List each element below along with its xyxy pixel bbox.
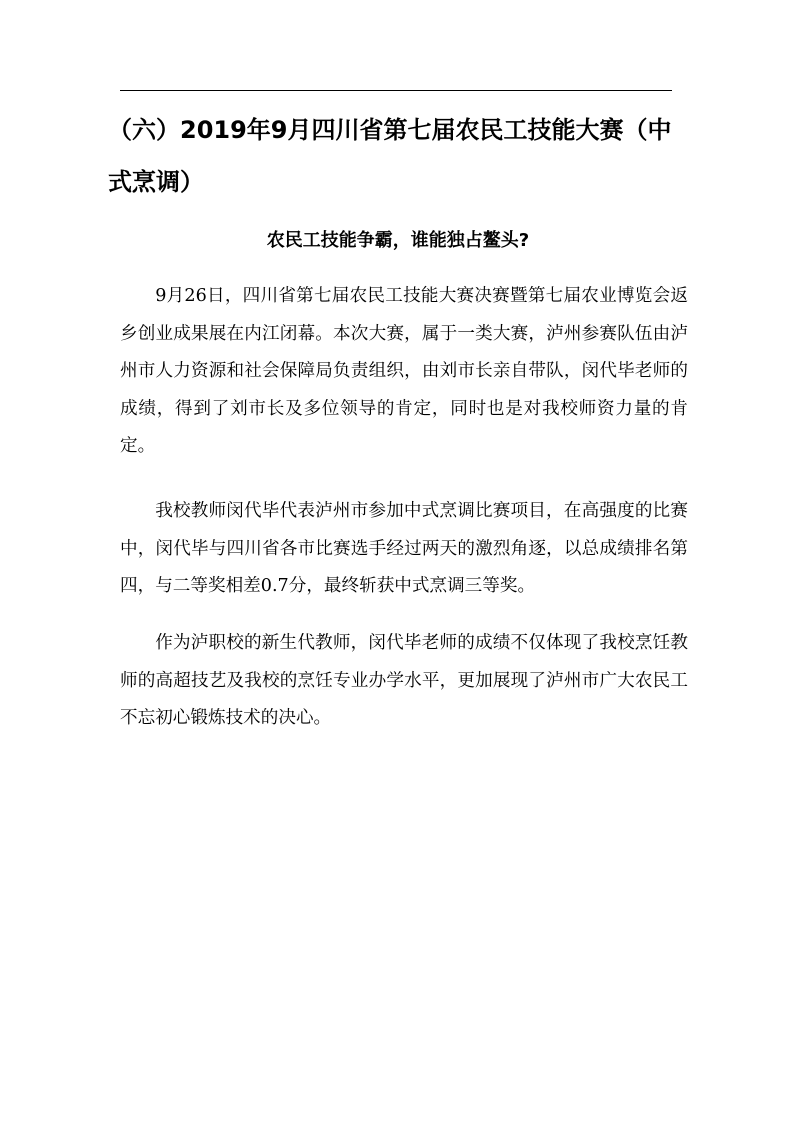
paragraph-2: 我校教师闵代毕代表泸州市参加中式烹调比赛项目，在高强度的比赛中，闵代毕与四川省各市比赛选手经过两天的激烈角逐，以总成绩排名第四，与二等奖相差0.7分，最终斩获中式烹调三等奖。 bbox=[120, 501, 688, 596]
paragraph-3: 作为泸职校的新生代教师，闵代毕老师的成绩不仅体现了我校烹饪教师的高超技艺及我校的烹饪专业办学水平，更加展现了泸州市广大农民工不忘初心锻炼技术的决心。 bbox=[120, 633, 688, 728]
paragraph-1: 9月26日，四川省第七届农民工技能大赛决赛暨第七届农业博览会返乡创业成果展在内江闭幕。本次大赛，属于一类大赛，泸州参赛队伍由泸州市人力资源和社会保障局负责组织，由刘市长亲自带队，闵代毕老师的成绩，得到了刘市长及多位领导的肯定，同时也是对我校师资力量的肯定。 bbox=[120, 286, 688, 456]
section-heading: （六）2019年9月四川省第七届农民工技能大赛（中式烹调） bbox=[108, 116, 672, 196]
header-rule bbox=[120, 90, 672, 91]
article-subtitle: 农民工技能争霸，谁能独占鳌头? bbox=[266, 230, 530, 251]
